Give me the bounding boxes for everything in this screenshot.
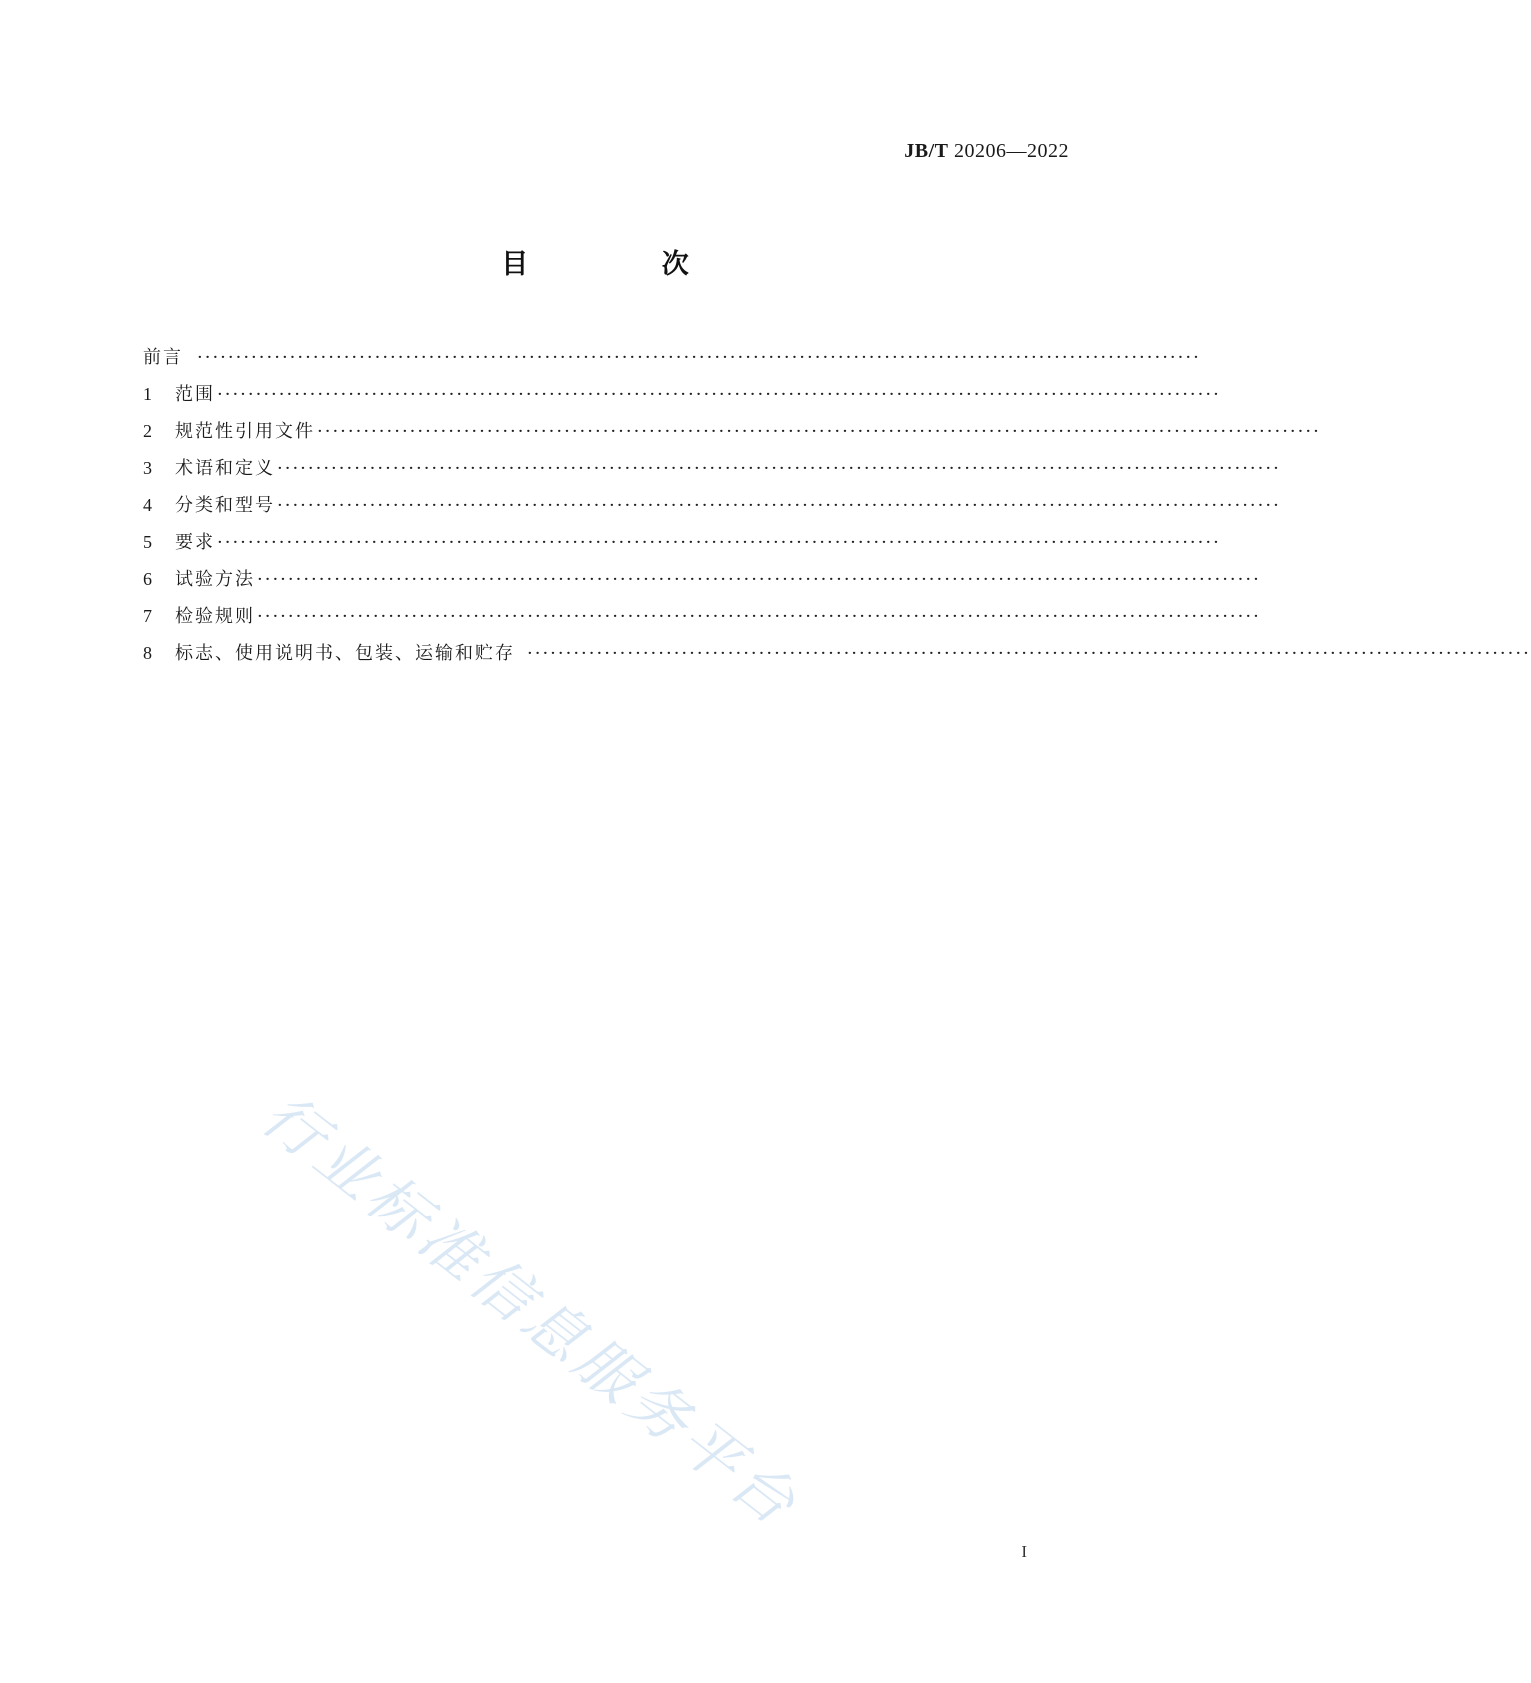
toc-entry-classification[interactable]: [143, 491, 1281, 528]
toc-entry-scope[interactable]: [143, 380, 1221, 417]
toc-dot-leader: ··································································································································: [197, 347, 1201, 368]
toc-dot-leader: ··································································································································: [277, 495, 1281, 516]
toc-dot-leader: ··································································································································: [257, 606, 1261, 627]
toc-entry-label: 标志、使用说明书、包装、运输和贮存: [175, 643, 515, 664]
toc-dot-leader: ··································································································································: [277, 458, 1281, 479]
toc-entry-label: 要求: [175, 532, 215, 553]
toc-entry-marking-packaging[interactable]: [143, 639, 1531, 676]
toc-dot-leader: ··································································································································: [317, 421, 1321, 442]
toc-entry-label: 检验规则: [175, 606, 255, 627]
toc-entry-number: 4: [143, 495, 152, 515]
toc-entry-label: 试验方法: [175, 569, 255, 590]
toc-dot-leader: ··································································································································: [257, 569, 1261, 590]
toc-dot-leader: ··································································································································: [217, 384, 1221, 405]
toc-entry-preface[interactable]: [143, 343, 1201, 380]
page-number: I: [1021, 1542, 1027, 1561]
toc-entry-test-methods[interactable]: [143, 565, 1261, 602]
toc-entry-requirements[interactable]: [143, 528, 1221, 565]
toc-entry-number: 2: [143, 421, 152, 441]
toc-dot-leader: ··································································································································: [527, 643, 1531, 664]
toc-entry-terms-definitions[interactable]: [143, 454, 1281, 491]
standard-code-number: 20206—2022: [954, 140, 1069, 162]
standard-code: [904, 140, 1069, 163]
toc-entry-label: 分类和型号: [175, 495, 275, 516]
toc-entry-normative-references[interactable]: [143, 417, 1321, 454]
standard-code-prefix: JB/T: [904, 140, 949, 162]
toc-entry-label: 范围: [175, 384, 215, 405]
table-of-contents: [143, 343, 1531, 676]
toc-entry-number: 3: [143, 458, 152, 478]
toc-entry-number: 8: [143, 643, 152, 663]
toc-entry-number: 6: [143, 569, 152, 589]
toc-entry-number: 1: [143, 384, 152, 404]
watermark-text: 行业标准信息服务平台: [248, 1080, 813, 1542]
toc-entry-number: 7: [143, 606, 152, 626]
toc-title: 目 次: [501, 249, 751, 280]
toc-entry-label: 前言: [143, 347, 183, 368]
toc-entry-label: 规范性引用文件: [175, 421, 315, 442]
toc-entry-number: 5: [143, 532, 152, 552]
toc-entry-label: 术语和定义: [175, 458, 275, 479]
toc-entry-inspection-rules[interactable]: [143, 602, 1261, 639]
toc-dot-leader: ··································································································································: [217, 532, 1221, 553]
